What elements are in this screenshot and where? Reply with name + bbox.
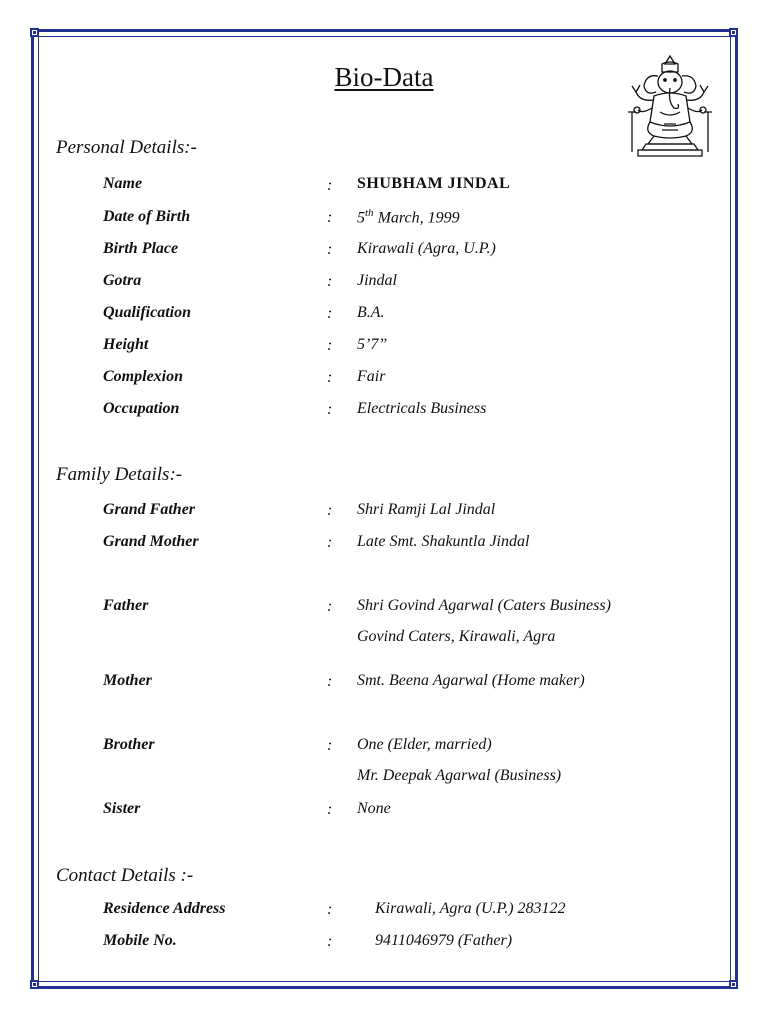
- value-sister: None: [357, 800, 391, 817]
- colon: :: [327, 673, 333, 690]
- colon: :: [327, 933, 333, 950]
- dob-day: 5: [357, 209, 365, 227]
- corner-ornament: [30, 28, 39, 37]
- corner-ornament: [729, 980, 738, 989]
- label-qualification: Qualification: [103, 304, 192, 321]
- colon: :: [327, 337, 333, 354]
- page-title: Bio-Data: [334, 62, 434, 92]
- label-brother: Brother: [103, 736, 155, 753]
- value-birth-place: Kirawali (Agra, U.P.): [357, 240, 496, 257]
- colon: :: [327, 305, 333, 322]
- corner-ornament: [30, 980, 39, 989]
- colon: :: [327, 369, 333, 386]
- value-gotra: Jindal: [357, 272, 397, 289]
- label-gotra: Gotra: [103, 272, 142, 289]
- colon: :: [327, 241, 333, 258]
- label-name: Name: [103, 175, 143, 192]
- value-father-address: Govind Caters, Kirawali, Agra: [357, 628, 556, 645]
- label-grand-father: Grand Father: [103, 501, 196, 518]
- value-residence-address: Kirawali, Agra (U.P.) 283122: [375, 900, 566, 917]
- label-mobile: Mobile No.: [103, 932, 177, 949]
- value-father: Shri Govind Agarwal (Caters Business): [357, 597, 611, 614]
- label-birth-place: Birth Place: [103, 240, 179, 257]
- label-grand-mother: Grand Mother: [103, 533, 199, 550]
- dob-suffix: th: [365, 207, 374, 219]
- colon: :: [327, 177, 333, 194]
- value-brother: One (Elder, married): [357, 736, 492, 753]
- value-grand-mother: Late Smt. Shakuntla Jindal: [357, 533, 530, 550]
- label-height: Height: [103, 336, 149, 353]
- corner-ornament: [729, 28, 738, 37]
- value-occupation: Electricals Business: [357, 400, 487, 417]
- value-brother-detail: Mr. Deepak Agarwal (Business): [357, 767, 562, 784]
- colon: :: [327, 737, 333, 754]
- section-heading-contact: Contact Details :-: [56, 865, 194, 886]
- colon: :: [327, 502, 333, 519]
- colon: :: [327, 401, 333, 418]
- colon: :: [327, 901, 333, 918]
- label-complexion: Complexion: [103, 368, 184, 385]
- value-complexion: Fair: [357, 368, 386, 385]
- label-father: Father: [103, 597, 149, 614]
- value-height: 5’7”: [357, 336, 388, 353]
- label-residence-address: Residence Address: [103, 900, 226, 917]
- value-date-of-birth: [357, 207, 460, 227]
- label-mother: Mother: [103, 672, 152, 689]
- value-qualification: B.A.: [357, 304, 385, 321]
- section-heading-personal: Personal Details:-: [56, 137, 197, 158]
- value-name: SHUBHAM JINDAL: [357, 175, 511, 192]
- colon: :: [327, 273, 333, 290]
- colon: :: [327, 801, 333, 818]
- label-date-of-birth: Date of Birth: [103, 208, 191, 225]
- label-occupation: Occupation: [103, 400, 180, 417]
- section-heading-family: Family Details:-: [56, 464, 183, 485]
- dob-rest: March, 1999: [373, 209, 460, 227]
- value-mobile: 9411046979 (Father): [375, 932, 513, 949]
- colon: :: [327, 598, 333, 615]
- value-mother: Smt. Beena Agarwal (Home maker): [357, 672, 585, 689]
- colon: :: [327, 534, 333, 551]
- label-sister: Sister: [103, 800, 141, 817]
- ganesha-icon: [624, 52, 716, 160]
- colon: :: [327, 209, 333, 226]
- value-grand-father: Shri Ramji Lal Jindal: [357, 501, 496, 518]
